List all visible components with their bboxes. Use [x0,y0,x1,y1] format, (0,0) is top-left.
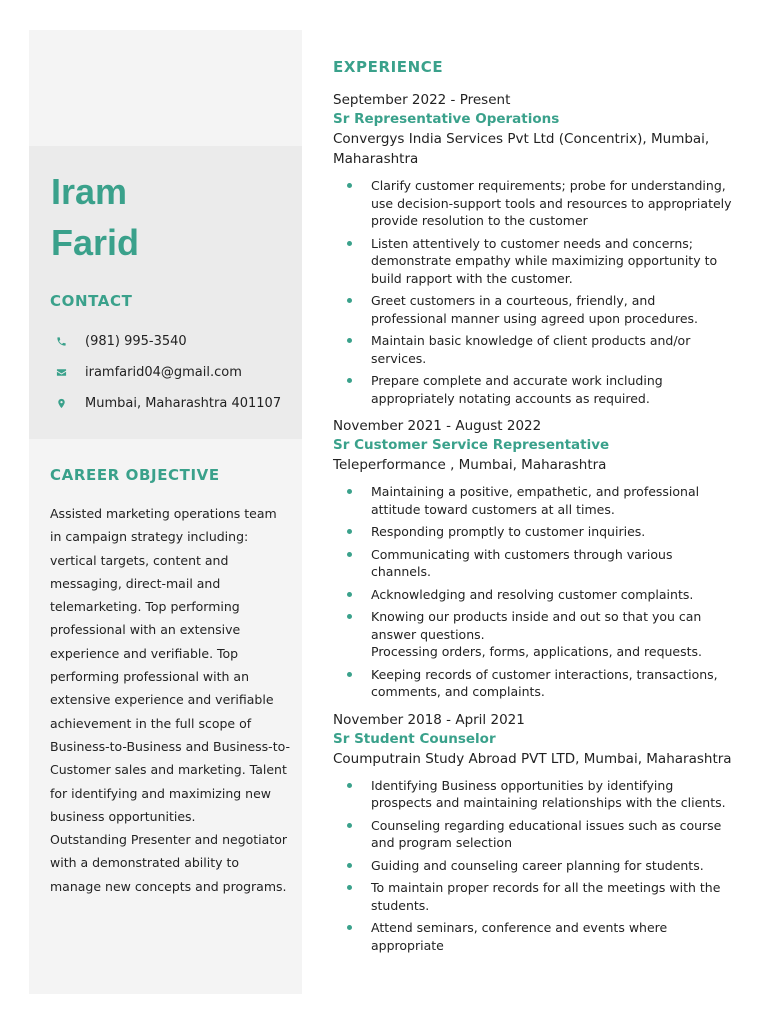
email-address[interactable]: iramfarid04@gmail.com [85,365,242,380]
bullet-dot-icon [347,672,352,677]
bullet-text: Prepare complete and accurate work including appropriately notating accounts as required. [371,373,663,406]
bullet-text: Clarify customer requirements; probe for understanding, use decision-support tools and resources to appropriately provide resolution to the customer [371,178,732,228]
last-name: Farid [51,222,140,263]
bullet-dot-icon [347,183,352,188]
contact-location [55,388,281,419]
bullet-dot-icon [347,298,352,303]
job-title: Sr Customer Service Representative [333,437,610,453]
bullet-item [333,608,733,661]
phone-number[interactable]: (981) 995-3540 [85,334,187,349]
bullet-text: Greet customers in a courteous, friendly, and professional manner using agreed upon procedures. [371,293,698,326]
career-objective-heading: CAREER OBJECTIVE [50,466,220,484]
bullet-text: Communicating with customers through various channels. [371,546,673,579]
bullet-item [333,817,733,852]
contact-phone [55,326,281,357]
bullet-item [333,919,733,954]
contact-email [55,357,281,388]
name-contact-block [29,146,302,439]
bullet-text: Identifying Business opportunities by identifying prospects and maintaining relationships with the clients. [371,777,726,810]
bullet-dot-icon [347,552,352,557]
career-objective-text [50,502,290,898]
job-dates: November 2018 - April 2021 [333,711,525,728]
bullet-text: Acknowledging and resolving customer complaints. [371,586,694,602]
contact-list [55,326,281,419]
bullet-text: Counseling regarding educational issues such as course and program selection [371,817,722,850]
bullet-text: Maintaining a positive, empathetic, and professional attitude toward customers at all times. [371,484,700,517]
bullet-item [333,879,733,914]
job-bullets [333,177,733,407]
bullet-dot-icon [347,338,352,343]
job-entry [333,417,733,701]
bullet-text: Keeping records of customer interactions, transactions, comments, and complaints. [371,666,718,699]
bullet-item [333,857,733,875]
bullet-text: Attend seminars, conference and events where appropriate [371,920,668,953]
candidate-name [51,166,139,268]
objective-paragraph: Outstanding Presenter and negotiator with a demonstrated ability to manage new concepts and programs. [50,832,288,894]
experience-section [333,58,733,964]
bullet-dot-icon [347,592,352,597]
objective-paragraph: Assisted marketing operations team in campaign strategy including: vertical targets, content and messaging, direct-mail and telemarketing. Top performing professional with an extensive experience and verifiable. Top performing professional with an extensive experience and verifiable achievement in the full scope of Business-to-Business and Business-to-Customer sales and marketing. Talent for identifying and maximizing new business opportunities. [50,506,290,824]
phone-icon [55,335,67,349]
first-name: Iram [51,171,128,212]
bullet-item [333,586,733,604]
bullet-dot-icon [347,489,352,494]
location-text: Mumbai, Maharashtra 401107 [85,396,282,411]
bullet-text-extra: Processing orders, forms, applications, and requests. [371,644,703,659]
bullet-text: Maintain basic knowledge of client products and/or services. [371,333,691,366]
job-title: Sr Student Counselor [333,730,496,747]
job-company: Teleperformance , Mumbai, Maharashtra [333,457,607,473]
job-company: Coumputrain Study Abroad PVT LTD, Mumbai, Maharashtra [333,750,732,767]
job-bullets [333,777,733,955]
bullet-text: Guiding and counseling career planning for students. [371,857,704,873]
bullet-dot-icon [347,783,352,788]
bullet-dot-icon [347,863,352,868]
location-pin-icon [55,397,67,411]
bullet-item [333,777,733,812]
job-title: Sr Representative Operations [333,111,560,127]
sidebar [29,30,302,994]
bullet-dot-icon [347,925,352,930]
job-dates: November 2021 - August 2022 [333,418,542,434]
bullet-text: Listen attentively to customer needs and concerns; demonstrate empathy while maximizing opportunity to build rapport with the customer. [371,235,718,286]
bullet-dot-icon [347,378,352,383]
job-entry [333,711,733,955]
bullet-dot-icon [347,823,352,828]
bullet-item [333,332,733,367]
bullet-dot-icon [347,614,352,619]
email-icon [55,366,67,380]
job-entry [333,91,733,407]
contact-heading: CONTACT [50,292,133,310]
bullet-item [333,666,733,701]
bullet-dot-icon [347,529,352,534]
bullet-item [333,483,733,518]
bullet-item [333,235,733,288]
job-bullets [333,483,733,701]
bullet-item [333,523,733,541]
bullet-text: Knowing our products inside and out so that you can answer questions. [371,609,702,642]
bullet-dot-icon [347,241,352,246]
bullet-item [333,372,733,407]
bullet-text: Responding promptly to customer inquiries. [371,524,646,539]
bullet-text: To maintain proper records for all the meetings with the students. [371,880,721,913]
bullet-item [333,177,733,230]
job-dates: September 2022 - Present [333,92,511,108]
bullet-dot-icon [347,885,352,890]
bullet-item [333,546,733,581]
experience-heading: EXPERIENCE [333,58,444,76]
job-company: Convergys India Services Pvt Ltd (Concentrix), Mumbai, Maharashtra [333,131,710,167]
bullet-item [333,292,733,327]
